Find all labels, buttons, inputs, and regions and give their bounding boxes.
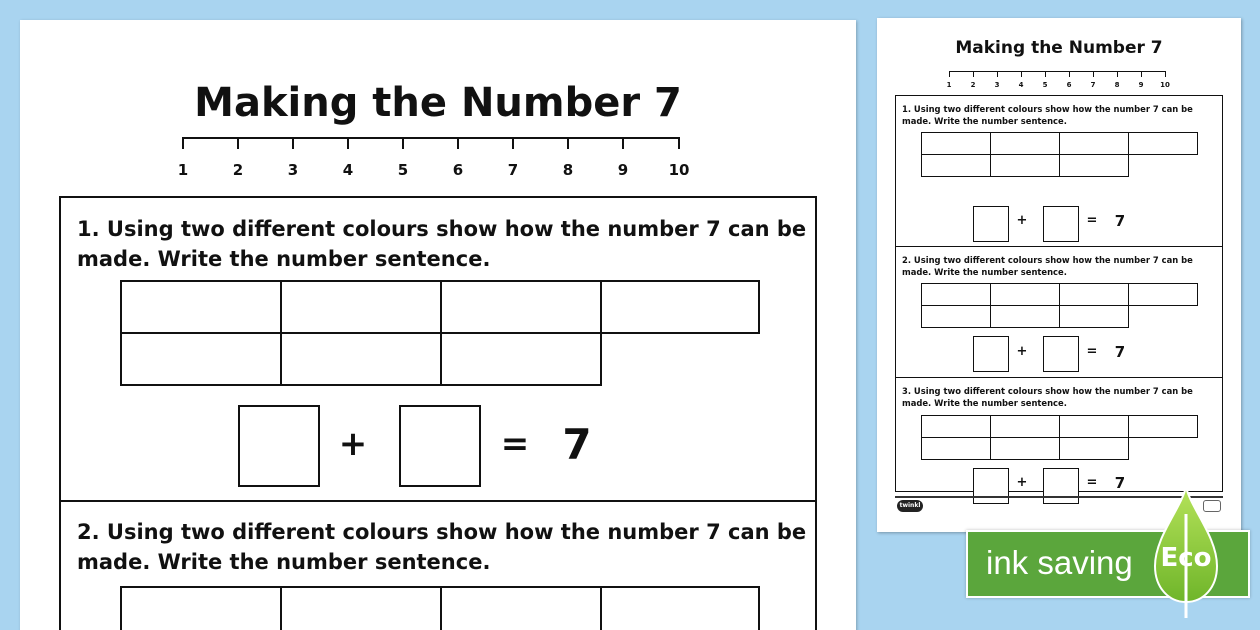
number-line-label: 2 xyxy=(970,81,976,89)
equals-sign: = xyxy=(1086,344,1098,359)
number-line-label: 5 xyxy=(397,161,409,179)
question-1-text-small: 1. Using two different colours show how the number 7 can be made. Write the number sentence. xyxy=(902,104,1193,126)
worksheet-page-large xyxy=(20,20,856,630)
ten-frame-cell[interactable] xyxy=(1128,415,1198,438)
question-2-text-small: 2. Using two different colours show how the number 7 can be made. Write the number sentence. xyxy=(902,255,1193,277)
number-line-tick xyxy=(1069,71,1070,77)
number-line-tick xyxy=(1021,71,1022,77)
number-line-tick xyxy=(292,137,294,149)
ten-frame-cell[interactable] xyxy=(440,280,602,334)
question-2-text: 2. Using two different colours show how the number 7 can be made. Write the number sentence. xyxy=(77,520,807,574)
question-frame xyxy=(59,196,817,630)
ten-frame-cell[interactable] xyxy=(120,280,282,334)
ten-frame-cell[interactable] xyxy=(1059,132,1129,155)
number-line-base xyxy=(949,71,1166,72)
number-line-tick xyxy=(402,137,404,149)
ten-frame-cell[interactable] xyxy=(921,437,991,460)
number-line-label: 8 xyxy=(562,161,574,179)
number-line-tick xyxy=(567,137,569,149)
question-1-text: 1. Using two different colours show how the number 7 can be made. Write the number sentence. xyxy=(77,217,807,271)
twinkl-logo: twinkl xyxy=(897,500,923,512)
number-line-label: 6 xyxy=(452,161,464,179)
number-line-label: 8 xyxy=(1114,81,1120,89)
number-line-tick xyxy=(237,137,239,149)
answer-box-small-1a[interactable] xyxy=(973,206,1009,242)
worksheet-page-small xyxy=(877,18,1241,532)
number-line-tick xyxy=(997,71,998,77)
plus-sign: + xyxy=(1016,213,1028,228)
ten-frame-cell[interactable] xyxy=(990,132,1060,155)
ten-frame-cell[interactable] xyxy=(990,154,1060,177)
number-line-tick xyxy=(622,137,624,149)
ten-frame-cell[interactable] xyxy=(990,283,1060,306)
ten-frame-cell[interactable] xyxy=(1059,415,1129,438)
ten-frame-cell[interactable] xyxy=(120,586,282,630)
equals-sign: = xyxy=(1086,213,1098,228)
number-line-tick xyxy=(678,137,680,149)
ten-frame-cell[interactable] xyxy=(921,415,991,438)
plus-sign: + xyxy=(338,424,368,464)
number-line-tick xyxy=(1165,71,1166,77)
number-line-label: 4 xyxy=(1018,81,1024,89)
number-line-tick xyxy=(1141,71,1142,77)
answer-box-small-1b[interactable] xyxy=(1043,206,1079,242)
ten-frame-cell[interactable] xyxy=(990,415,1060,438)
ten-frame-cell[interactable] xyxy=(990,437,1060,460)
number-line-label: 6 xyxy=(1066,81,1072,89)
plus-sign: + xyxy=(1016,475,1028,490)
section-divider xyxy=(896,246,1222,247)
ink-saving-label: ink saving xyxy=(986,544,1133,581)
ten-frame-cell[interactable] xyxy=(600,280,760,334)
answer-box-1b[interactable] xyxy=(399,405,481,487)
number-line-label: 7 xyxy=(1090,81,1096,89)
answer-box-small-2a[interactable] xyxy=(973,336,1009,372)
ten-frame-cell[interactable] xyxy=(440,332,602,386)
number-line-base xyxy=(182,137,680,139)
ten-frame-cell[interactable] xyxy=(600,586,760,630)
ten-frame-cell[interactable] xyxy=(1059,154,1129,177)
total-number: 7 xyxy=(562,420,592,469)
ten-frame-cell[interactable] xyxy=(990,305,1060,328)
section-divider xyxy=(61,500,815,502)
ten-frame-cell[interactable] xyxy=(1059,283,1129,306)
section-divider xyxy=(896,377,1222,378)
number-line-label: 4 xyxy=(342,161,354,179)
ten-frame-cell[interactable] xyxy=(921,305,991,328)
number-line-label: 1 xyxy=(946,81,952,89)
number-line-label: 10 xyxy=(1160,81,1170,89)
number-line-tick xyxy=(1045,71,1046,77)
ten-frame-cell[interactable] xyxy=(1059,437,1129,460)
ten-frame-cell[interactable] xyxy=(921,283,991,306)
number-line-label: 2 xyxy=(232,161,244,179)
number-line-label: 9 xyxy=(1138,81,1144,89)
ten-frame-cell[interactable] xyxy=(1128,283,1198,306)
number-line-tick xyxy=(347,137,349,149)
ten-frame-cell[interactable] xyxy=(280,280,442,334)
number-line-label: 7 xyxy=(507,161,519,179)
ten-frame-cell[interactable] xyxy=(1128,132,1198,155)
total-number: 7 xyxy=(1114,474,1126,492)
number-line-label: 1 xyxy=(177,161,189,179)
page-title-small: Making the Number 7 xyxy=(955,38,1163,58)
question-3-text-small: 3. Using two different colours show how the number 7 can be made. Write the number sentence. xyxy=(902,386,1193,408)
number-line xyxy=(177,137,690,187)
eco-label: Eco xyxy=(1160,543,1212,573)
ten-frame-cell[interactable] xyxy=(921,132,991,155)
answer-box-small-2b[interactable] xyxy=(1043,336,1079,372)
number-line-label: 3 xyxy=(994,81,1000,89)
number-line-label: 9 xyxy=(617,161,629,179)
ten-frame-cell[interactable] xyxy=(280,586,442,630)
number-line-label: 10 xyxy=(668,161,690,179)
ten-frame-cell[interactable] xyxy=(1059,305,1129,328)
number-line-tick xyxy=(949,71,950,77)
equals-sign: = xyxy=(1086,475,1098,490)
ten-frame-cell[interactable] xyxy=(280,332,442,386)
number-line-tick xyxy=(457,137,459,149)
answer-box-small-3a[interactable] xyxy=(973,468,1009,504)
answer-box-1a[interactable] xyxy=(238,405,320,487)
number-line-tick xyxy=(1117,71,1118,77)
number-line-label: 5 xyxy=(1042,81,1048,89)
total-number: 7 xyxy=(1114,343,1126,361)
number-line-tick xyxy=(182,137,184,149)
number-line-small xyxy=(946,71,1170,91)
number-line-tick xyxy=(973,71,974,77)
ten-frame-cell[interactable] xyxy=(120,332,282,386)
page-title: Making the Number 7 xyxy=(194,80,682,126)
question-frame-small xyxy=(895,95,1223,492)
number-line-tick xyxy=(1093,71,1094,77)
plus-sign: + xyxy=(1016,344,1028,359)
total-number: 7 xyxy=(1114,212,1126,230)
ten-frame-cell[interactable] xyxy=(921,154,991,177)
number-line-label: 3 xyxy=(287,161,299,179)
ten-frame-cell[interactable] xyxy=(440,586,602,630)
answer-box-small-3b[interactable] xyxy=(1043,468,1079,504)
equals-sign: = xyxy=(500,424,530,464)
number-line-tick xyxy=(512,137,514,149)
